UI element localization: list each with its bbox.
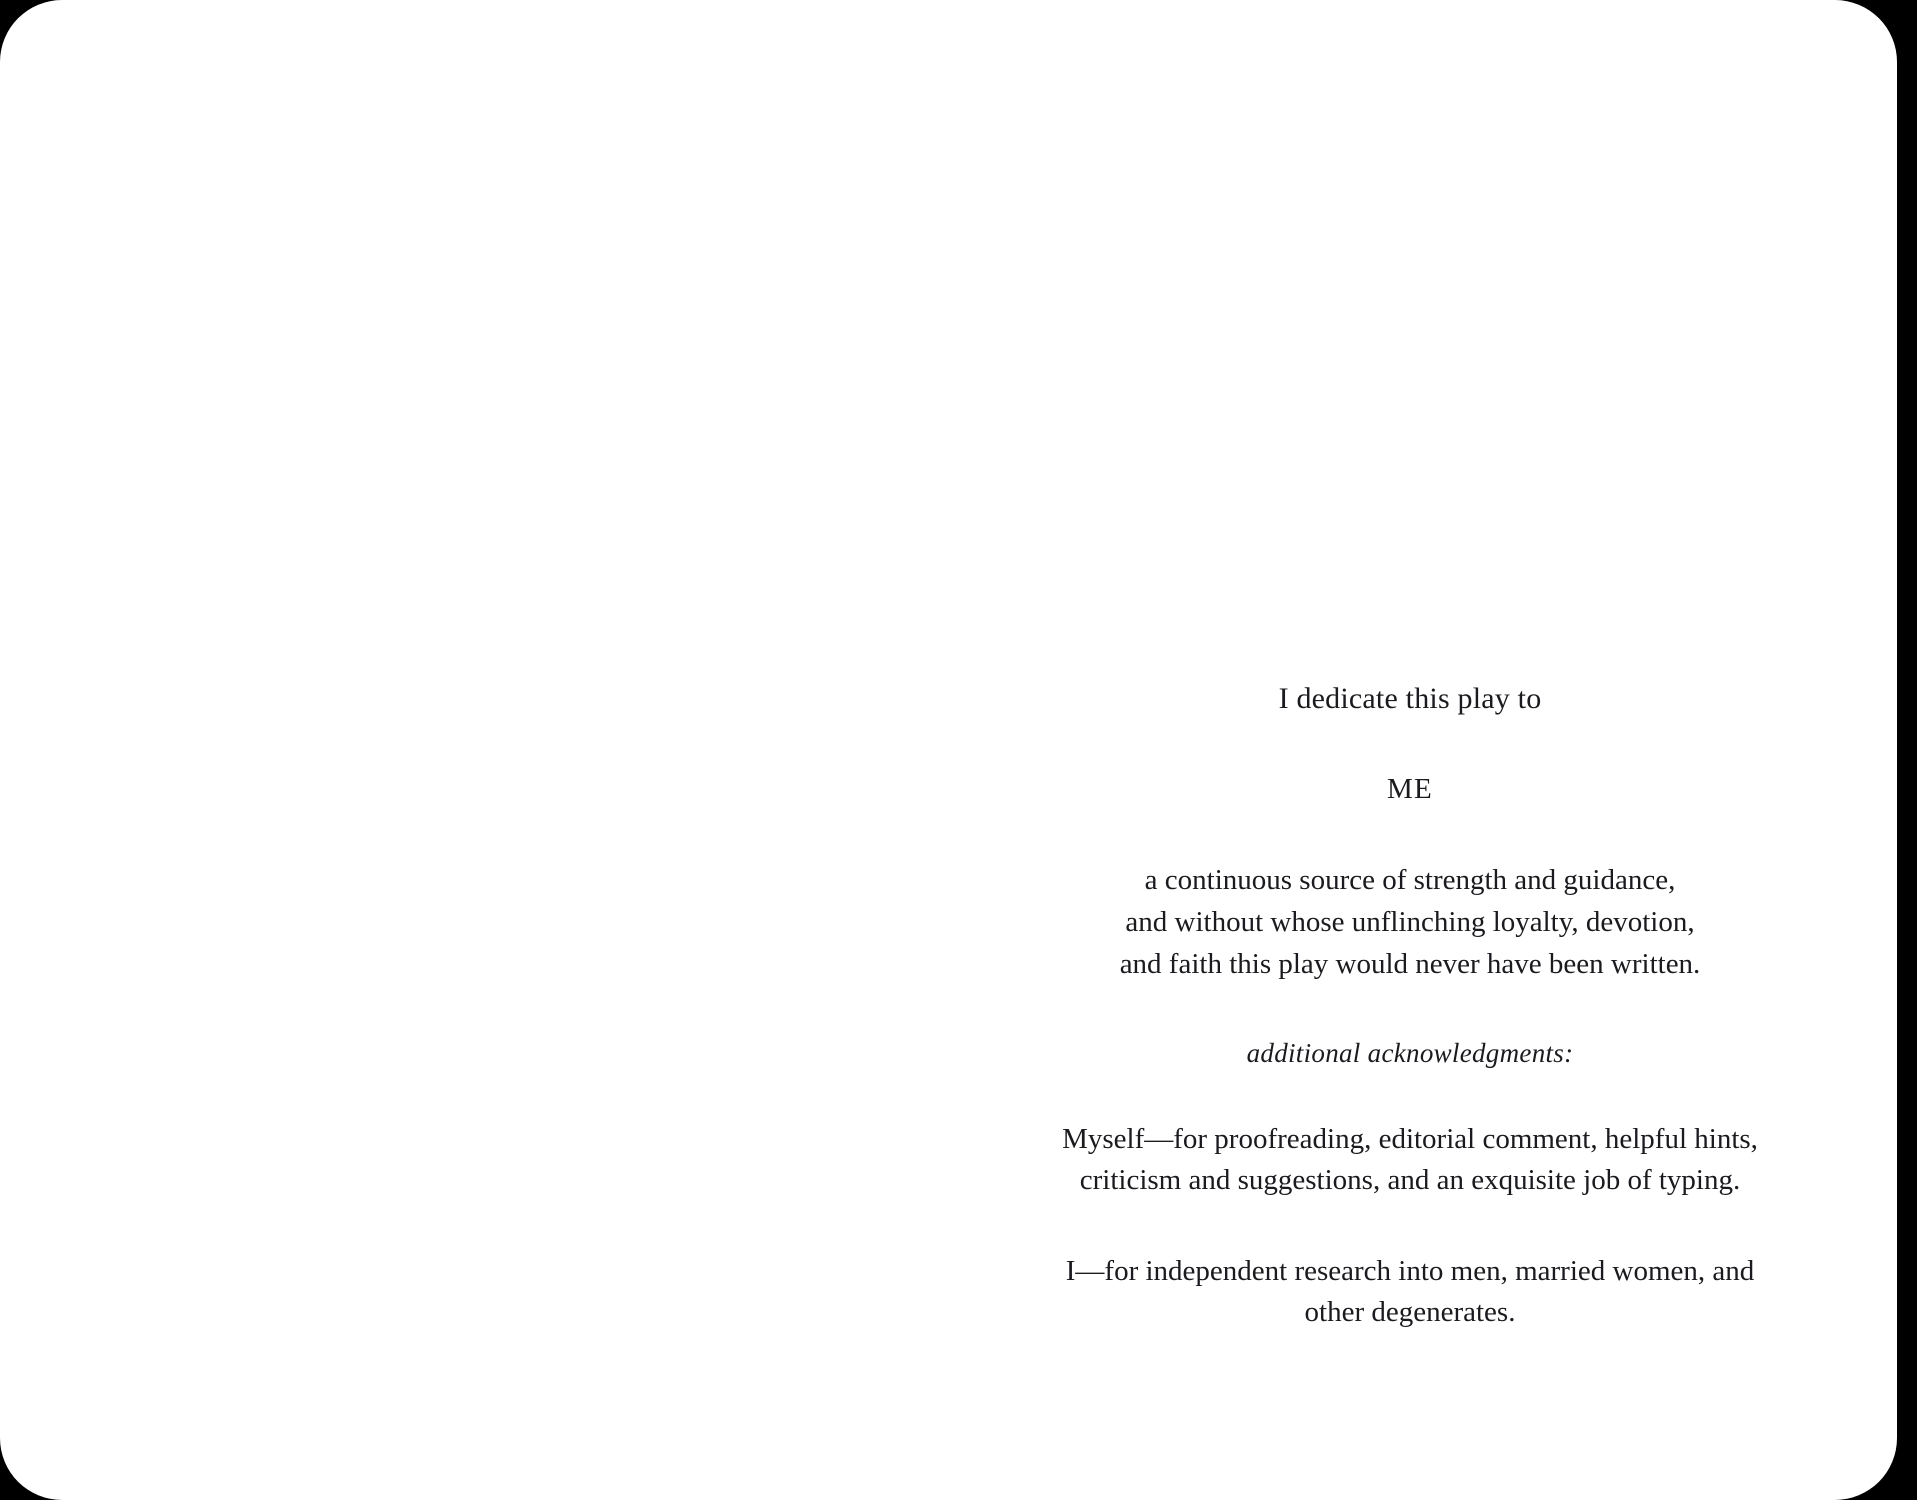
acknowledgments-label: additional acknowledgments: [1246,1037,1574,1068]
dedication-body-line-2: and without whose unflinching loyalty, devotion, [1125,906,1695,939]
dedication-block [1040,680,1780,1333]
dedication-body [1040,860,1780,985]
acknowledgment-paragraph-1: Myself—for proofreading, editorial comment, helpful hints, criticism and suggestions, and an exquisite job of typing. [1062,1122,1758,1196]
dedication-body-line-3: and faith this play would never have been written. [1119,947,1701,980]
dedication-body-line-1: a continuous source of strength and guidance, [1144,864,1676,897]
page-frame-edge [1897,0,1917,1500]
dedication-opening-line: I dedicate this play to [1278,682,1542,715]
acknowledgment-paragraph-2: I—for independent research into men, married women, and other degenerates. [1065,1254,1755,1329]
dedication-dedicatee: ME [1387,773,1433,806]
